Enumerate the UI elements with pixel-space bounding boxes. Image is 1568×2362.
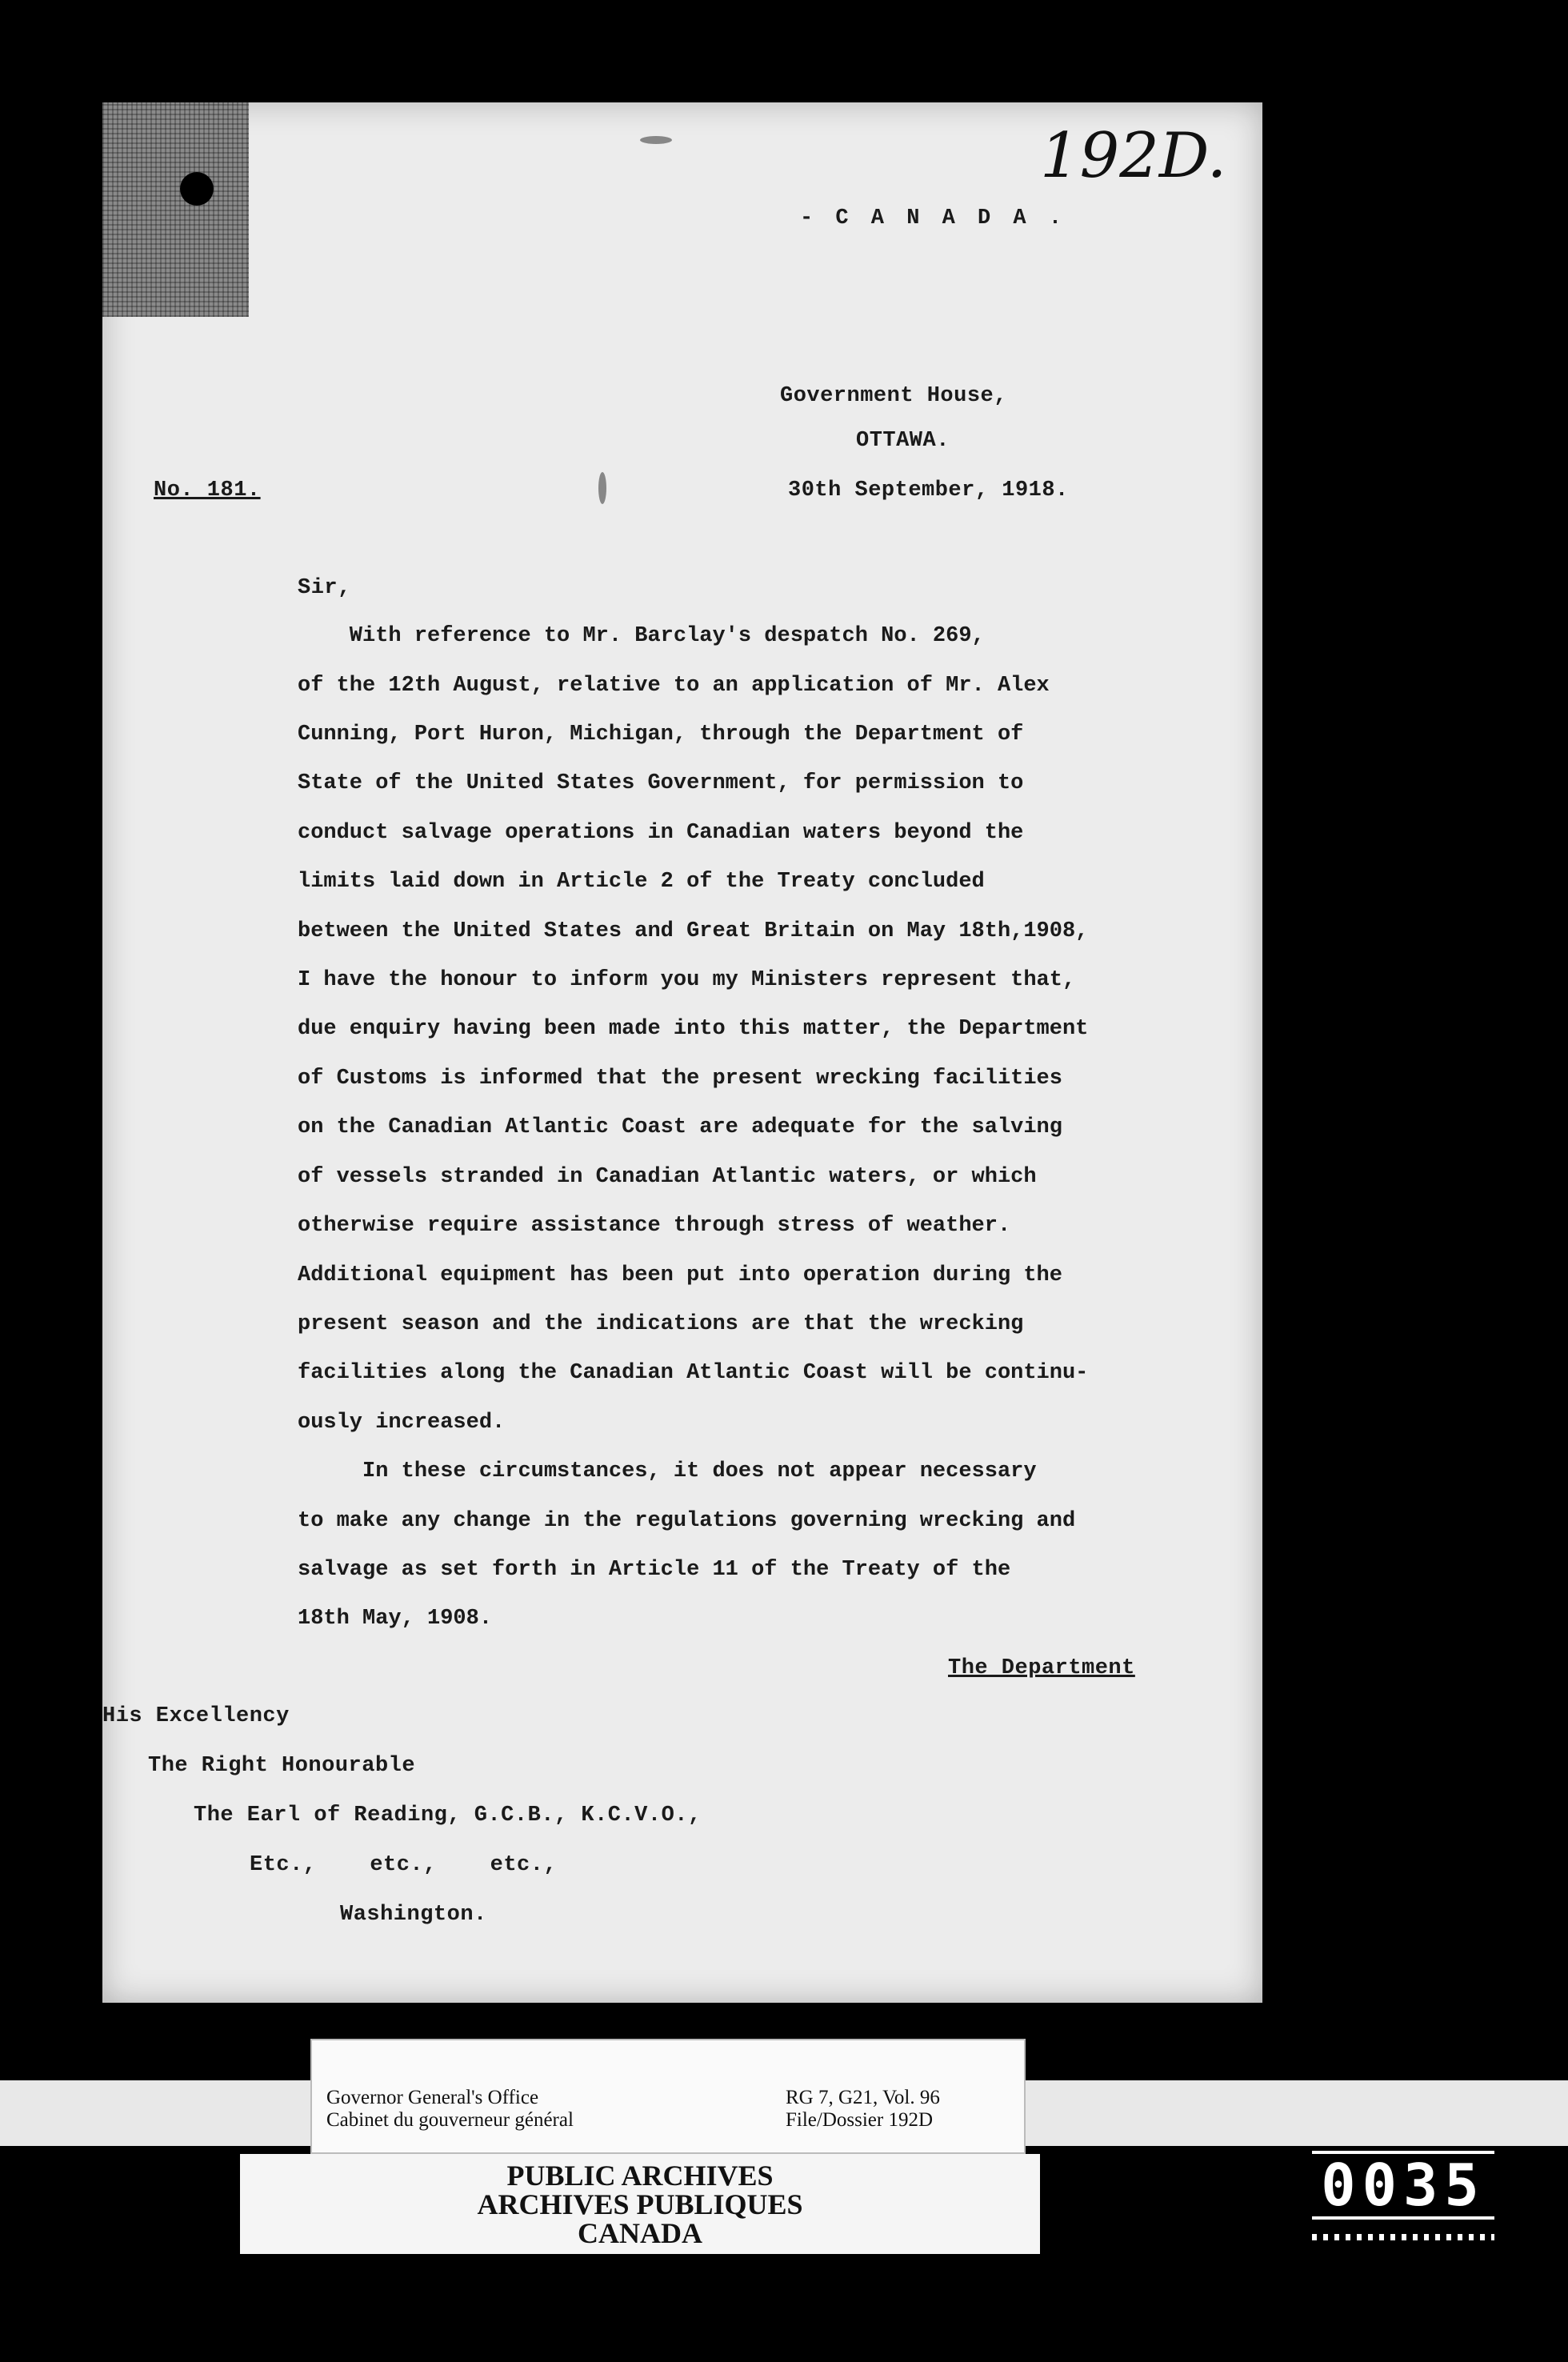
attachment-tab	[102, 102, 249, 317]
addressee-line: The Right Honourable	[148, 1754, 416, 1778]
stamp-line: PUBLIC ARCHIVES	[506, 2160, 774, 2192]
body-line: facilities along the Canadian Atlantic Coast will be continu-	[298, 1361, 1089, 1385]
office-french: Cabinet du gouverneur général	[326, 2109, 574, 2131]
address-line-2: OTTAWA.	[856, 429, 950, 453]
document-heading: - C A N A D A .	[800, 206, 1067, 230]
body-line: With reference to Mr. Barclay's despatch No. 269,	[298, 624, 985, 648]
body-line: due enquiry having been made into this matter, the Department	[298, 1017, 1089, 1041]
body-line: salvage as set forth in Article 11 of the Treaty of the	[298, 1558, 1011, 1582]
body-line: of the 12th August, relative to an application of Mr. Alex	[298, 674, 1050, 698]
punch-hole	[180, 172, 214, 206]
addressee-line: The Earl of Reading, G.C.B., K.C.V.O.,	[194, 1804, 702, 1828]
stamp-line: CANADA	[578, 2217, 702, 2249]
body-line: ously increased.	[298, 1411, 506, 1435]
salutation: Sir,	[298, 576, 351, 600]
body-line: of vessels stranded in Canadian Atlantic waters, or which	[298, 1165, 1037, 1189]
body-line: present season and the indications are that the wrecking	[298, 1312, 1024, 1336]
smudge-mark	[598, 472, 606, 504]
letter-date: 30th September, 1918.	[788, 478, 1069, 502]
address-line-1: Government House,	[780, 384, 1007, 408]
body-line: to make any change in the regulations governing wrecking and	[298, 1509, 1076, 1533]
despatch-number: No. 181.	[154, 478, 261, 502]
addressee-line: Washington.	[340, 1903, 487, 1927]
body-line: between the United States and Great Britain on May 18th,1908,	[298, 919, 1089, 943]
office-english: Governor General's Office	[326, 2087, 539, 2108]
body-line: conduct salvage operations in Canadian waters beyond the	[298, 821, 1024, 845]
record-group-reference: RG 7, G21, Vol. 96	[786, 2087, 940, 2108]
body-line: 18th May, 1908.	[298, 1607, 493, 1631]
catchword: The Department	[948, 1656, 1135, 1680]
body-line: otherwise require assistance through stress of weather.	[298, 1214, 1011, 1238]
body-line: Cunning, Port Huron, Michigan, through the Department of	[298, 723, 1024, 747]
smudge-mark	[640, 136, 672, 144]
addressee-line: His Excellency	[102, 1704, 290, 1728]
file-reference: File/Dossier 192D	[786, 2109, 934, 2131]
body-line: State of the United States Government, for permission to	[298, 771, 1024, 795]
addressee-line: Etc., etc., etc.,	[250, 1853, 558, 1877]
body-line: on the Canadian Atlantic Coast are adequate for the salving	[298, 1115, 1062, 1139]
body-line: of Customs is informed that the present wrecking facilities	[298, 1067, 1062, 1091]
body-line: I have the honour to inform you my Ministers represent that,	[298, 968, 1076, 992]
body-line: Additional equipment has been put into operation during the	[298, 1263, 1062, 1287]
film-sprockets	[1312, 2234, 1494, 2240]
frame-counter: 0035	[1312, 2151, 1494, 2220]
handwritten-reference: 192D.	[1040, 120, 1227, 192]
archives-stamp	[240, 2154, 1040, 2254]
body-line: In these circumstances, it does not appear necessary	[298, 1459, 1037, 1483]
body-line: limits laid down in Article 2 of the Treaty concluded	[298, 870, 985, 894]
stamp-line: ARCHIVES PUBLIQUES	[477, 2188, 803, 2220]
